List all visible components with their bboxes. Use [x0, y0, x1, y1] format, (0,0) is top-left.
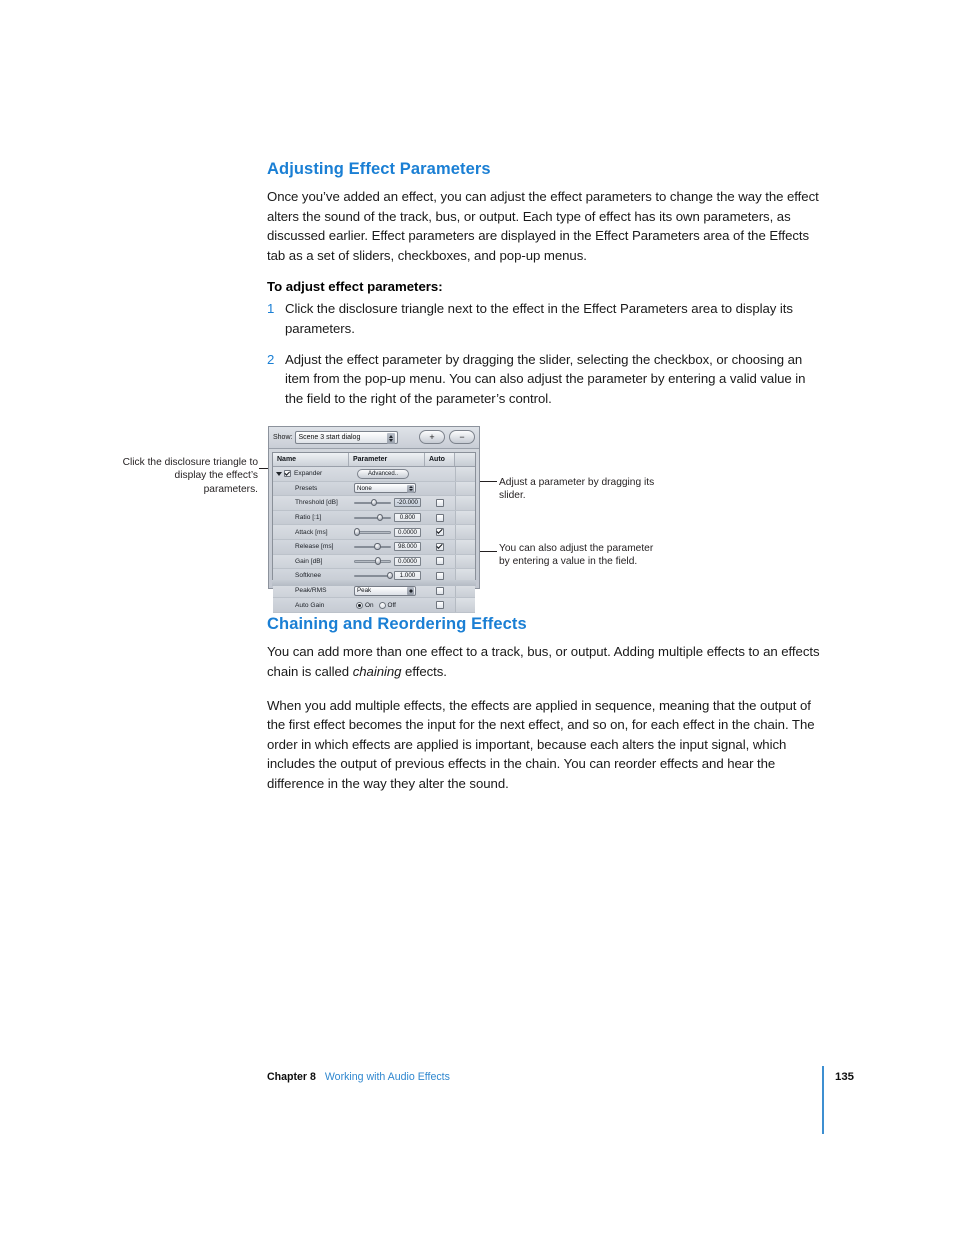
panel-bottom-strip [272, 580, 476, 586]
table-row [273, 511, 475, 526]
table-row [273, 555, 475, 570]
table-row [273, 540, 475, 555]
chevron-updown-icon [407, 485, 414, 493]
chevron-updown-icon [387, 433, 395, 444]
list-item [267, 299, 827, 338]
row-auto-cell [425, 511, 455, 525]
effect-enable-checkbox[interactable] [284, 470, 291, 477]
row-param-cell [349, 525, 425, 539]
row-label: Ratio [:1] [295, 514, 322, 522]
section-heading-chaining: Chaining and Reordering Effects [267, 615, 527, 634]
peak-rms-popup-menu[interactable] [354, 586, 416, 596]
row-name-cell [273, 467, 349, 481]
threshold-slider[interactable] [354, 498, 391, 507]
auto-checkbox[interactable] [436, 557, 444, 565]
chevron-updown-icon [407, 587, 414, 595]
row-label: Release [ms] [295, 543, 334, 551]
row-label: Softknee [295, 572, 322, 580]
auto-checkbox[interactable] [436, 601, 444, 609]
row-spacer-cell [455, 598, 475, 612]
peak-rms-popup-value: Peak [357, 587, 372, 595]
add-effect-button[interactable]: + [419, 430, 445, 444]
show-label: Show: [273, 434, 293, 441]
row-spacer-cell [455, 511, 475, 525]
row-name-cell [273, 598, 349, 612]
row-label: Peak/RMS [295, 587, 327, 595]
row-label: Presets [295, 484, 318, 492]
table-row [273, 482, 475, 497]
attack-value-field[interactable]: 0.0000 [394, 528, 421, 537]
chaining-para-pre: You can add more than one effect to a track, bus, or output. Adding multiple effects to an effects chain is called [267, 644, 820, 679]
row-spacer-cell [455, 540, 475, 554]
parameter-list-header [273, 453, 475, 467]
row-param-cell [349, 540, 425, 554]
chaining-paragraph-2: When you add multiple effects, the effects are applied in sequence, meaning that the output of the first effect becomes the input for the next effect, and so on, for each effect in the chain. The order in which effects are applied is important, because each alters the input signal, which includes the output of previous effects in the chain. You can reorder effects and hear the difference in the way they alter the sound. [267, 697, 815, 791]
row-auto-cell [425, 467, 455, 481]
row-param-cell [349, 467, 425, 481]
toolbar-buttons [419, 430, 475, 444]
auto-checkbox[interactable] [436, 587, 444, 595]
row-param-cell [349, 496, 425, 510]
row-name-cell [273, 555, 349, 569]
callout-slider: Adjust a parameter by dragging its slider. [499, 477, 655, 502]
row-spacer-cell [455, 482, 475, 496]
footer-breadcrumb [267, 1071, 854, 1083]
gain-value-field[interactable]: 0.0000 [394, 557, 421, 566]
attack-slider[interactable] [354, 528, 391, 537]
chaining-paragraph-1 [267, 642, 827, 681]
row-auto-cell [425, 555, 455, 569]
row-name-cell [273, 525, 349, 539]
footer-divider [822, 1066, 824, 1134]
row-name-cell [273, 482, 349, 496]
column-header-name[interactable]: Name [273, 453, 349, 466]
row-name-cell [273, 496, 349, 510]
threshold-value-field[interactable]: -20.000 [394, 498, 421, 507]
advanced-button[interactable]: Advanced.. [357, 469, 409, 479]
row-spacer-cell [455, 496, 475, 510]
effect-parameters-panel [268, 426, 480, 609]
row-label: Expander [294, 470, 323, 478]
slider-knob[interactable] [387, 572, 393, 579]
auto-checkbox[interactable] [436, 528, 444, 536]
chaining-term: chaining [352, 663, 402, 679]
ratio-slider[interactable] [354, 513, 391, 522]
list-item [267, 350, 827, 409]
step-number: 2 [267, 351, 275, 367]
step-number: 1 [267, 301, 275, 317]
slider-knob[interactable] [377, 514, 383, 521]
column-header-auto[interactable]: Auto [425, 453, 455, 466]
row-name-cell [273, 511, 349, 525]
slider-knob[interactable] [354, 528, 360, 535]
row-auto-cell [425, 598, 455, 612]
auto-gain-radio-off[interactable] [379, 602, 396, 609]
disclosure-triangle-icon[interactable] [276, 472, 282, 476]
intro-paragraph: Once you’ve added an effect, you can adjust the effect parameters to change the way the effect alters the sound of the track, bus, or output. Each type of effect has its own parameters, as discussed earlier. Effect parameters are displayed in the Effect Parameters area of the Effects tab as a set of sliders, checkboxes, and pop-up menus. [267, 189, 819, 263]
panel-toolbar [269, 427, 479, 449]
row-label: Gain [dB] [295, 557, 323, 565]
auto-gain-radio-on[interactable] [356, 602, 374, 609]
presets-popup-menu[interactable] [354, 483, 416, 493]
row-name-cell [273, 540, 349, 554]
slider-track [354, 546, 391, 548]
auto-checkbox[interactable] [436, 514, 444, 522]
softknee-value-field[interactable]: 1.000 [394, 571, 421, 580]
show-popup-menu[interactable] [295, 431, 398, 444]
parameter-list [272, 452, 476, 609]
chapter-label: Chapter 8 [267, 1071, 316, 1083]
callout-disclosure-triangle: Click the disclosure triangle to display the effect’s parameters. [122, 457, 258, 495]
table-row [273, 467, 475, 482]
row-auto-cell [425, 540, 455, 554]
page-footer [267, 1071, 854, 1131]
row-param-cell [349, 598, 425, 612]
slider-track [354, 575, 391, 577]
slider-track [354, 560, 391, 562]
callout-value-field: You can also adjust the parameter by entering a value in the field. [499, 543, 654, 568]
ratio-value-field[interactable]: 0.800 [394, 513, 421, 522]
page-number: 135 [834, 1071, 854, 1083]
radio-dot-icon [356, 602, 363, 609]
column-header-parameter[interactable]: Parameter [349, 453, 425, 466]
row-param-cell [349, 511, 425, 525]
radio-label: On [365, 601, 374, 609]
radio-label: Off [387, 601, 396, 609]
task-steps [267, 299, 827, 408]
row-auto-cell [425, 496, 455, 510]
radio-dot-icon [379, 602, 386, 609]
show-popup-value: Scene 3 start dialog [298, 434, 361, 441]
presets-popup-value: None [357, 484, 372, 492]
step-text: Click the disclosure triangle next to the effect in the Effect Parameters area to display its parameters. [285, 301, 793, 336]
slider-knob[interactable] [375, 557, 381, 564]
table-row [273, 525, 475, 540]
row-spacer-cell [455, 467, 475, 481]
row-auto-cell [425, 482, 455, 496]
step-text: Adjust the effect parameter by dragging the slider, selecting the checkbox, or choosing an item from the pop-up menu. You can also adjust the parameter by entering a valid value in the field to the right of the parameter’s control. [285, 351, 806, 406]
remove-effect-button[interactable]: − [449, 430, 475, 444]
auto-checkbox[interactable] [436, 572, 444, 580]
page-title: Adjusting Effect Parameters [267, 160, 491, 178]
row-label: Threshold [dB] [295, 499, 338, 507]
row-label: Attack [ms] [295, 528, 328, 536]
table-row [273, 598, 475, 613]
row-auto-cell [425, 525, 455, 539]
task-lead-in: To adjust effect parameters: [267, 279, 443, 295]
chaining-para-post: effects. [401, 663, 447, 679]
release-slider[interactable] [354, 542, 391, 551]
column-header-spacer [455, 453, 475, 466]
chapter-title: Working with Audio Effects [324, 1071, 450, 1083]
row-param-cell [349, 555, 425, 569]
row-param-cell [349, 482, 425, 496]
row-label: Auto Gain [295, 601, 325, 609]
slider-track [354, 517, 391, 519]
row-spacer-cell [455, 555, 475, 569]
auto-checkbox[interactable] [436, 499, 444, 507]
auto-checkbox[interactable] [436, 543, 444, 551]
gain-slider[interactable] [354, 557, 391, 566]
slider-knob[interactable] [374, 543, 380, 550]
auto-gain-radio-group [356, 602, 396, 609]
table-row [273, 496, 475, 511]
row-spacer-cell [455, 525, 475, 539]
slider-knob[interactable] [371, 499, 377, 506]
figure-effect-parameters [120, 420, 840, 609]
release-value-field[interactable]: 98.000 [394, 542, 421, 551]
